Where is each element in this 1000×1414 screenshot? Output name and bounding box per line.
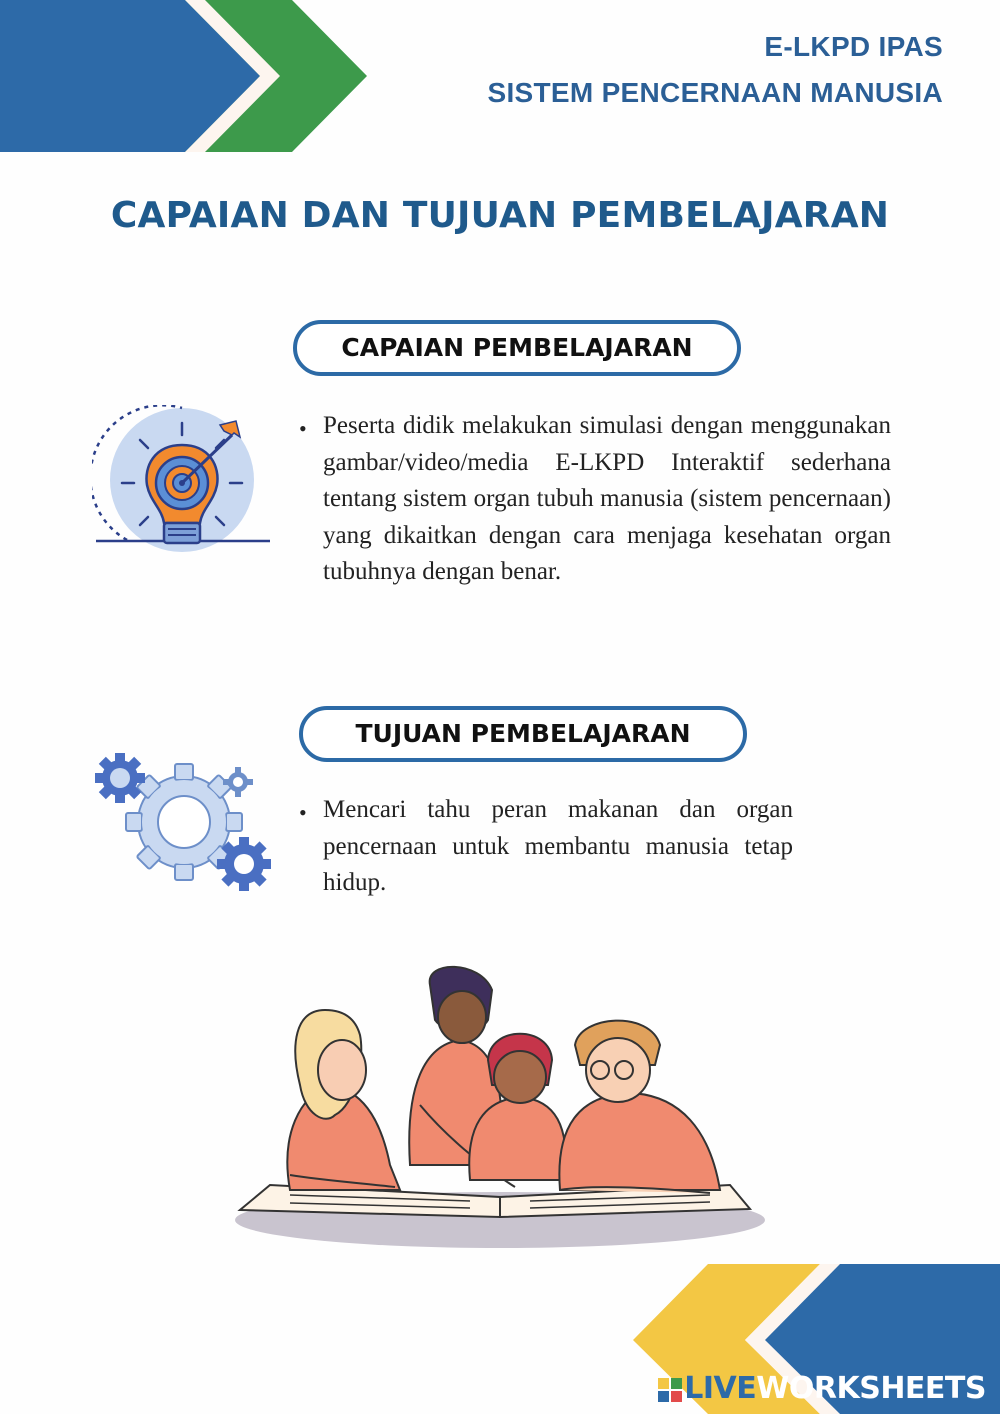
capaian-heading: CAPAIAN PEMBELAJARAN	[293, 320, 741, 376]
tujuan-bullet: •	[299, 800, 307, 825]
gears-icon	[92, 750, 274, 895]
liveworksheets-logo	[658, 1371, 986, 1406]
target-lightbulb-icon	[92, 405, 274, 560]
header-decoration	[0, 0, 380, 155]
tujuan-heading: TUJUAN PEMBELAJARAN	[299, 706, 747, 762]
capaian-text: Peserta didik melakukan simulasi dengan menggunakan gambar/video/media E-LKPD Interaktif sederhana tentang sistem organ tubuh manusia (sistem pencernaan) yang dikaitkan dengan cara menjaga kesehatan organ tubuhnya dengan benar.	[323, 412, 891, 586]
header-line-2: SISTEM PENCERNAAN MANUSIA	[487, 77, 943, 108]
students-illustration	[230, 965, 775, 1255]
brand-live: LIVE	[684, 1371, 757, 1406]
document-header	[487, 24, 943, 116]
tujuan-text: Mencari tahu peran makanan dan organ pencernaan untuk membantu manusia tetap hidup.	[323, 796, 793, 897]
brand-worksheets: WORKSHEETS	[756, 1371, 986, 1406]
page-title: CAPAIAN DAN TUJUAN PEMBELAJARAN	[110, 195, 890, 236]
capaian-bullet: •	[299, 416, 307, 441]
live-badge	[658, 1375, 682, 1399]
header-line-1: E-LKPD IPAS	[764, 31, 943, 62]
